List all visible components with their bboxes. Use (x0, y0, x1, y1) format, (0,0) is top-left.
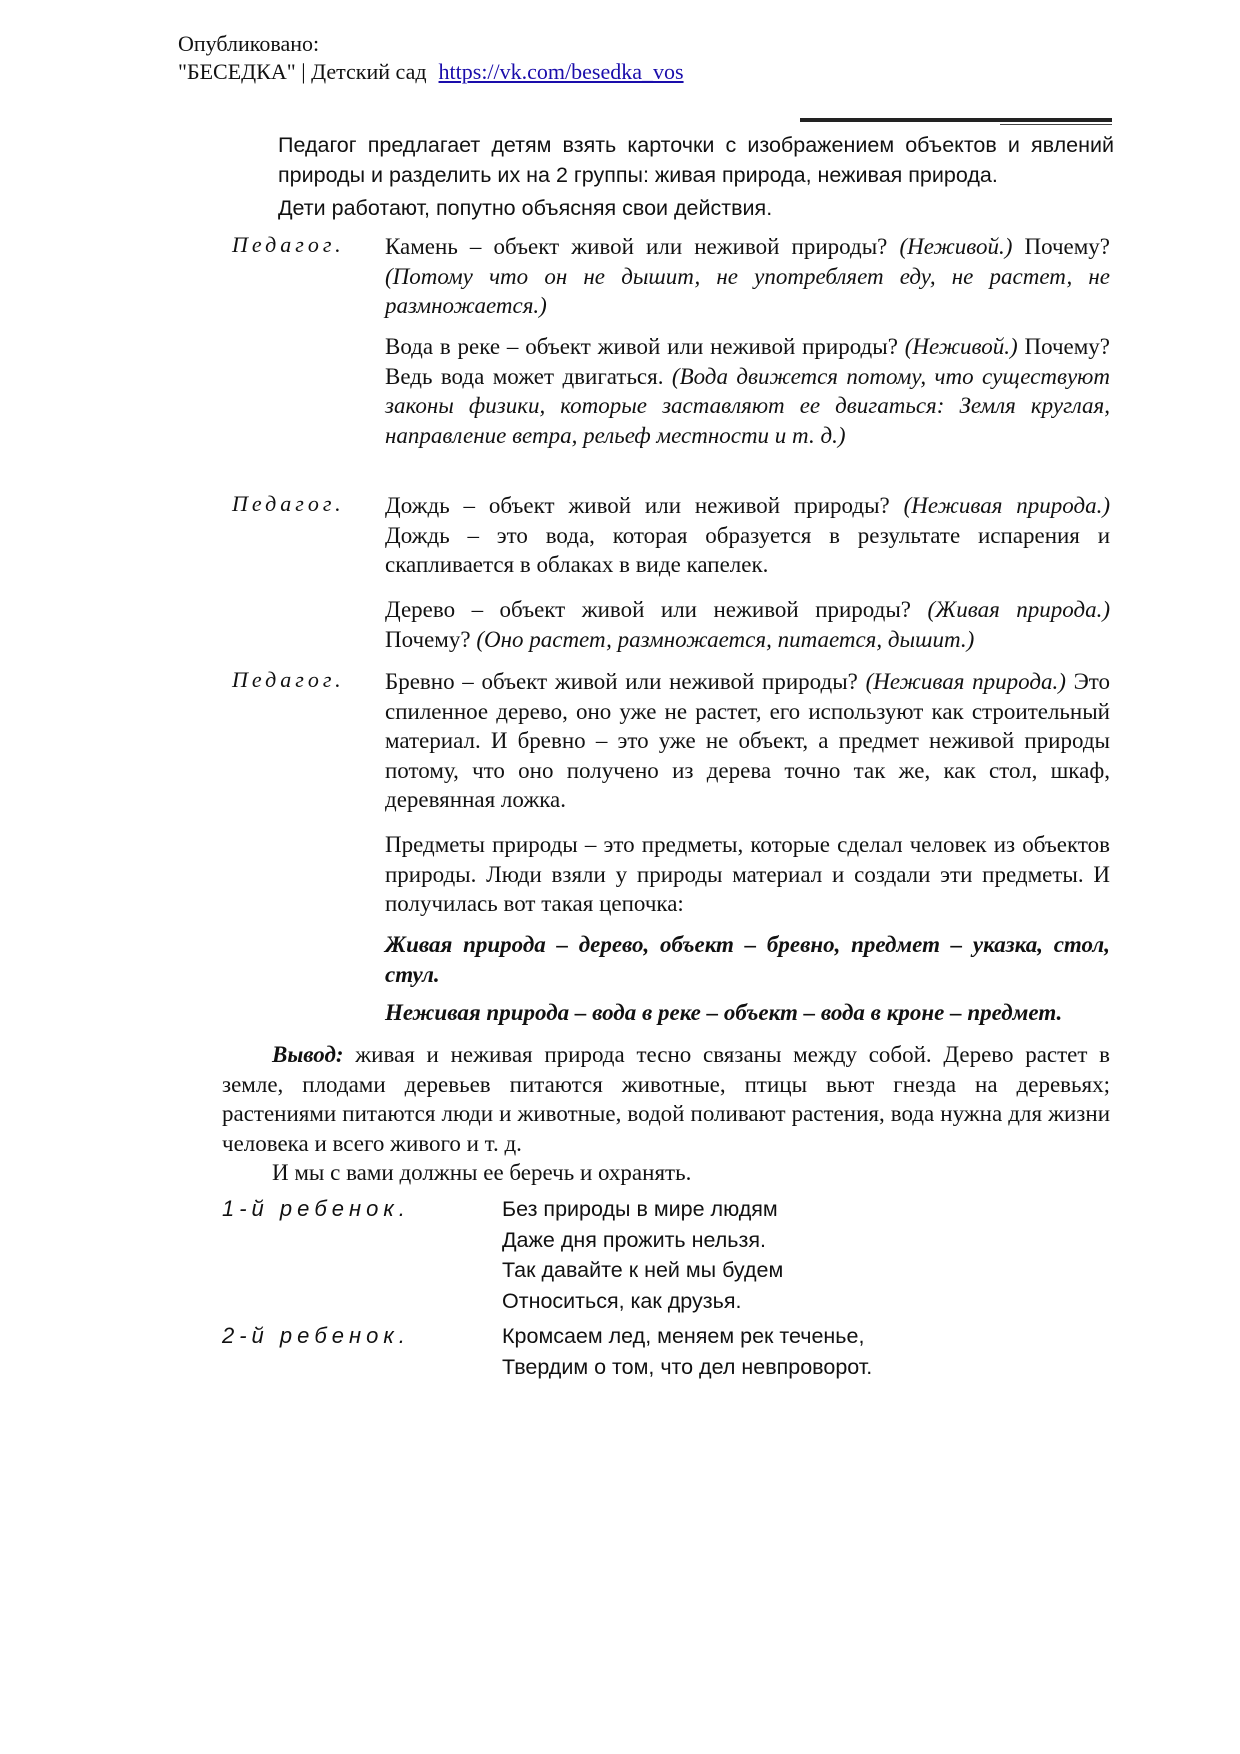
question: Бревно – объект живой или неживой природы? (385, 669, 858, 694)
poem-line: Даже дня прожить нельзя. (502, 1227, 766, 1252)
poem-line: Твердим о том, что дел невпроворот. (502, 1354, 873, 1379)
statement: Предметы природы – это предметы, которые сделал человек из объектов природы. Люди взяли у природы материал и создали эти предметы. И получилась вот такая цепочка: (385, 832, 1110, 916)
question: Почему? (1024, 234, 1111, 259)
conclusion-line-2: И мы с вами должны ее беречь и охранять. (272, 1160, 692, 1185)
conclusion-label: Вывод: (272, 1042, 344, 1067)
poem-line: Относиться, как друзья. (502, 1288, 742, 1313)
speaker-label: Педагог. (232, 667, 345, 692)
question: Почему? Ведь вода может двигаться. (385, 334, 1111, 389)
answer: (Неживая природа.) (903, 493, 1110, 518)
chain-nonliving: Неживая природа – вода в реке – объект – вода в кроне – предмет. (385, 1000, 1063, 1025)
child-2-label: 2-й ребенок. (222, 1323, 410, 1348)
answer: (Неживой.) (899, 234, 1013, 259)
question: Камень – объект живой или неживой природы? (385, 234, 888, 259)
poem-line: Без природы в мире людям (502, 1197, 778, 1221)
dialogue-block-2 (385, 332, 1110, 450)
question: Вода в реке – объект живой или неживой природы? (385, 334, 898, 359)
top-rule (800, 118, 1112, 122)
publication-header (178, 30, 684, 86)
answer: (Неживой.) (904, 334, 1018, 359)
published-label: Опубликовано: (178, 31, 320, 56)
statement: Дождь – это вода, которая образуется в результате испарения и скапливается в облаках в виде капелек. (385, 522, 1110, 577)
poem-2 (502, 1321, 1022, 1382)
question: Дождь – объект живой или неживой природы? (385, 493, 890, 518)
site-name: "БЕСЕДКА" | Детский сад (178, 59, 427, 84)
speaker-label: Педагог. (232, 491, 345, 516)
chain-living: Живая природа – дерево, объект – бревно, предмет – указка, стол, стул. (385, 932, 1110, 987)
speaker-label: Педагог. (232, 232, 345, 257)
answer: (Неживая природа.) (865, 669, 1066, 694)
intro-paragraph: Педагог предлагает детям взять карточки с изображением объектов и явлений природы и разделить их на 2 группы: живая природа, неживая природа. (278, 133, 1114, 187)
dialogue-block-3 (385, 491, 1110, 580)
dialogue-block-1 (385, 232, 1110, 321)
answer: (Потому что он не дышит, не употребляет еду, не растет, не размножается.) (385, 263, 1110, 318)
conclusion (222, 1040, 1110, 1188)
intro-line-2: Дети работают, попутно объясняя свои действия. (278, 196, 773, 220)
dialogue-block-4 (385, 595, 1110, 654)
question: Почему? (385, 626, 471, 652)
poem-1 (502, 1194, 1022, 1316)
statement: Это спиленное дерево, оно уже не растет, его используют как строительный материал. И бревно – это уже не объект, а предмет неживой природы потому, что оно получено из дерева точно так же, как стол, шкаф, деревянная ложка. (385, 669, 1111, 812)
answer: (Оно растет, размножается, питается, дышит.) (476, 626, 975, 652)
conclusion-text: живая и неживая природа тесно связаны между собой. Дерево растет в земле, плодами деревьев питаются животные, птицы вьют гнезда на деревьях; растениями питаются люди и животные, водой поливают растения, вода нужна для жизни человека и всего живого и т. д. (222, 1042, 1111, 1156)
answer: (Живая природа.) (927, 597, 1110, 622)
poem-line: Кромсаем лед, меняем рек теченье, (502, 1324, 865, 1348)
top-rule-thin (1000, 124, 1112, 125)
dialogue-block-5 (385, 667, 1110, 815)
dialogue-block-6 (385, 830, 1110, 919)
poem-line: Так давайте к ней мы будем (502, 1258, 784, 1282)
vk-link[interactable]: https://vk.com/besedka_vos (438, 59, 684, 84)
answer: (Вода движется потому, что существуют законы физики, которые заставляют ее двигаться: Земля круглая, направление ветра, рельеф местности и т. д.) (385, 363, 1110, 448)
child-1-label: 1-й ребенок. (222, 1196, 410, 1221)
question: Дерево – объект живой или неживой природы? (385, 597, 912, 622)
